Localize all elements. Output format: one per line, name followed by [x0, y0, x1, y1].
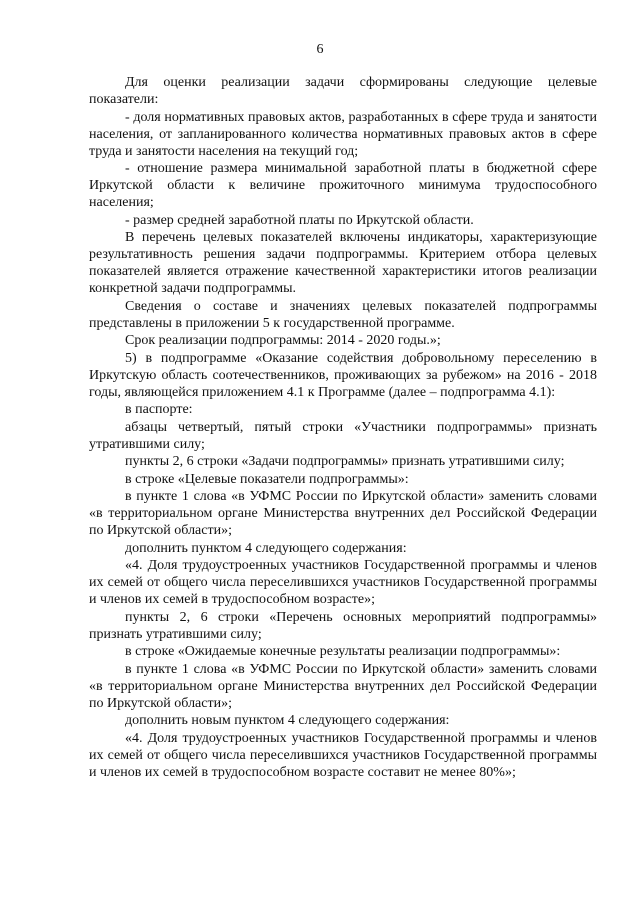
- paragraph-appendix-reference: Сведения о составе и значениях целевых показателей подпрограммы представлены в приложении 5 к государственной программе.: [89, 298, 597, 331]
- paragraph-item-4-text: «4. Доля трудоустроенных участников Государственной программы и членов их семей от общего числа переселившихся участников Государственной программы и членов их семей в трудоспособном возрасте»;: [89, 558, 597, 607]
- paragraph-target-indicators-row: в строке «Целевые показатели подпрограммы»:: [125, 471, 409, 487]
- paragraph-add-new-item-4: дополнить новым пунктом 4 следующего содержания:: [125, 713, 450, 728]
- paragraph-subprogram-4-1: 5) в подпрограмме «Оказание содействия добровольному переселению в Иркутскую область соотечественников, проживающих за рубежом» на 2016 - 2018 годы, являющейся приложением 4.1 к Программе (далее – подпрограмма 4.1):: [89, 350, 597, 400]
- paragraph-participants: абзацы четвертый, пятый строки «Участники подпрограммы» признать утратившими силу;: [89, 419, 597, 452]
- paragraph-expected-results-row: в строке «Ожидаемые конечные результаты реализации подпрограммы»:: [125, 644, 561, 659]
- paragraph-indicator-avg-wage: - размер средней заработной платы по Иркутской области.: [125, 212, 474, 228]
- paragraph-item-4-result: «4. Доля трудоустроенных участников Государственной программы и членов их семей от общего числа переселившихся участников Государственной программы и членов их семей в трудоспособном возрасте составит не менее 80%»;: [89, 730, 597, 780]
- paragraph-add-item-4: дополнить пунктом 4 следующего содержания:: [125, 540, 407, 556]
- paragraph-tasks: пункты 2, 6 строки «Задачи подпрограммы» признать утратившими силу;: [125, 454, 565, 469]
- paragraph-main-activities: пункты 2, 6 строки «Перечень основных мероприятий подпрограммы» признать утратившими силу;: [89, 609, 597, 642]
- paragraph-passport: в паспорте:: [125, 402, 193, 417]
- paragraph-replace-ufms-2: в пункте 1 слова «в УФМС России по Иркутской области» заменить словами «в территориальном органе Министерства внутренних дел Российской Федерации по Иркутской области»;: [89, 661, 597, 711]
- paragraph-indicator-min-wage: - отношение размера минимальной заработной платы в бюджетной сфере Иркутской области к величине прожиточного минимума трудоспособного населения;: [89, 161, 597, 210]
- paragraph-replace-ufms-1: в пункте 1 слова «в УФМС России по Иркутской области» заменить словами «в территориальном органе Министерства внутренних дел Российской Федерации по Иркутской области»;: [89, 489, 597, 538]
- page-number: 6: [316, 42, 324, 57]
- paragraph-indicators-list: В перечень целевых показателей включены индикаторы, характеризующие результативность решения задачи подпрограммы. Критерием отбора целевых показателей является отражение качественной характеристики итогов реализации конкретной задачи подпрограммы.: [89, 230, 597, 296]
- paragraph-term: Срок реализации подпрограммы: 2014 - 2020 годы.»;: [125, 333, 441, 348]
- paragraph-targets-intro: Для оценки реализации задачи сформированы следующие целевые показатели:: [89, 75, 597, 107]
- paragraph-indicator-legal-acts: - доля нормативных правовых актов, разработанных в сфере труда и занятости населения, от запланированного количества нормативных правовых актов в сфере труда и занятости населения на текущий год;: [89, 109, 597, 159]
- document-body: [89, 74, 597, 781]
